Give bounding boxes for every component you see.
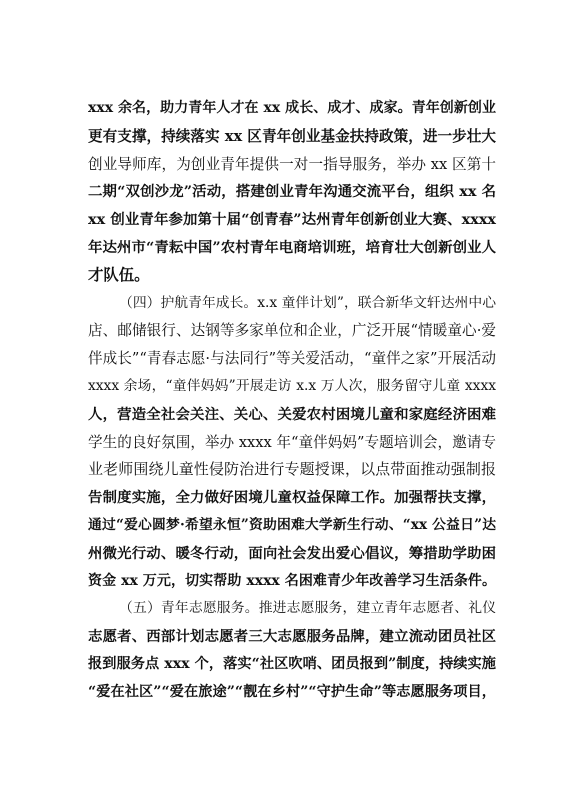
text-line: 伴成长”“青春志愿·与法同行”等关爱活动，“童伴之家”开展活动 <box>88 350 496 368</box>
text-line: 告制度实施，全力做好困境儿童权益保障工作。加强帮扶支撑， <box>88 489 496 507</box>
text-line: 州微光行动、暖冬行动，面向社会发出爱心倡议，筹措助学助困 <box>88 544 496 562</box>
text-line: 业老师围绕儿童性侵防治进行专题授课，以点带面推动强制报 <box>88 460 496 479</box>
section-heading-line: （五）青年志愿服务。推进志愿服务，建立青年志愿者、礼仪 <box>119 600 496 617</box>
text-line: 二期“双创沙龙”活动，搭建创业青年沟通交流平台，组织 xx 名 <box>88 183 496 201</box>
text-line: “爱在社区”“爱在旅途”“靓在乡村”“守护生命”等志愿服务项目， <box>88 683 496 700</box>
text-line: 年达州市“青耘中国”农村青年电商培训班，培育壮大创新创业人 <box>88 238 496 256</box>
text-line: 人，营造全社会关注、关心、关爱农村困境儿童和家庭经济困难 <box>88 405 496 423</box>
body-text <box>88 95 496 707</box>
text-line: 学生的良好氛围，举办 xxxx 年“童伴妈妈”专题培训会，邀请专 <box>88 433 496 451</box>
text-line: 资金 xx 万元，切实帮助 xxxx 名困难青少年改善学习生活条件。 <box>88 572 496 589</box>
paragraph-talent-entrepreneurship <box>88 95 496 290</box>
section-heading-line: （四）护航青年成长。x.x 童伴计划”，联合新华文轩达州中心 <box>119 294 496 311</box>
text-line: 通过“爱心圆梦·希望永恒”资助困难大学新生行动、“xx 公益日”达 <box>88 516 496 533</box>
text-line: 才队伍。 <box>88 265 150 284</box>
text-line: 店、邮储银行、达钢等多家单位和企业，广泛开展“情暖童心·爱 <box>88 322 496 340</box>
text-line: 志愿者、西部计划志愿者三大志愿服务品牌，建立流动团员社区 <box>88 628 496 646</box>
paragraph-youth-growth <box>88 290 496 596</box>
text-line: xxx 余名，助力青年人才在 xx 成长、成才、成家。青年创新创业 <box>88 100 496 116</box>
text-line: 创业导师库，为创业青年提供一对一指导服务，举办 xx 区第十 <box>88 155 496 173</box>
text-line: xx 创业青年参加第十届“创青春”达州青年创新创业大赛、xxxx <box>88 211 496 229</box>
paragraph-volunteer-service <box>88 595 496 706</box>
text-line: 更有支撑，持续落实 xx 区青年创业基金扶持政策，进一步壮大 <box>88 127 496 145</box>
text-line: 报到服务点 xxx 个，落实“社区吹哨、团员报到”制度，持续实施 <box>88 655 496 672</box>
text-line: xxxx 余场，“童伴妈妈”开展走访 x.x 万人次，服务留守儿童 xxxx <box>88 377 496 394</box>
